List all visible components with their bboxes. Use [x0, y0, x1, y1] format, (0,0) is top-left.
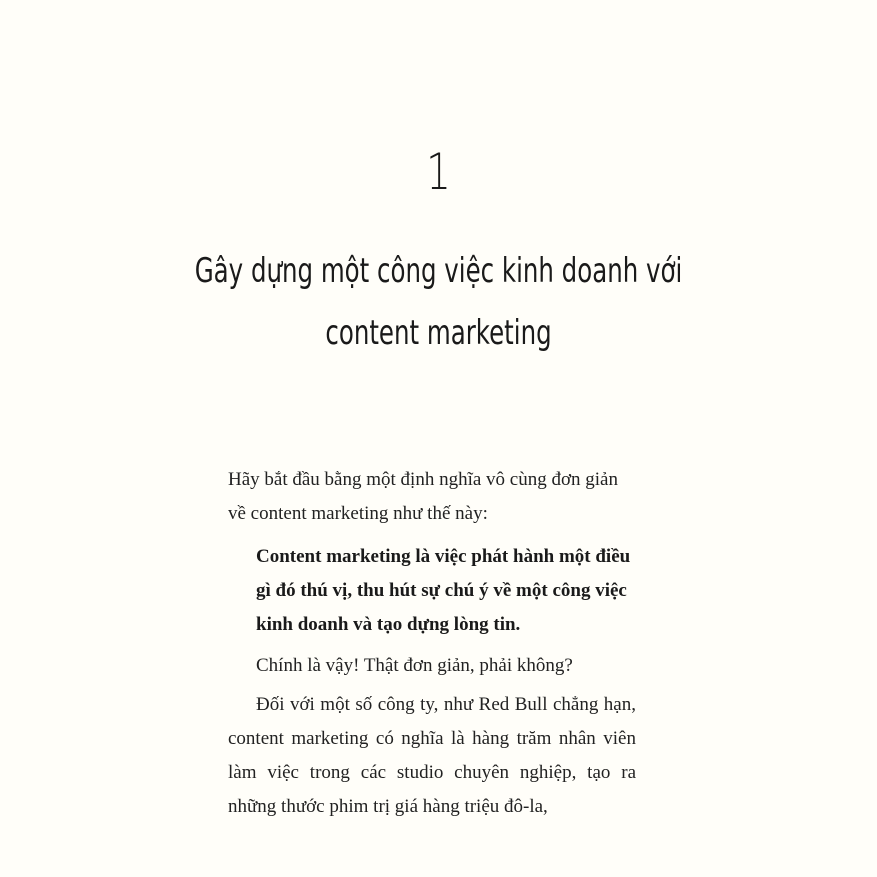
chapter-title-line-2: content marketing — [325, 313, 552, 353]
question-line: Chính là vậy! Thật đơn giản, phải không? — [256, 655, 573, 676]
intro-paragraph — [228, 463, 636, 531]
chapter-title — [0, 240, 877, 364]
chapter-title-line-1: Gây dựng một công việc kinh doanh với — [194, 251, 683, 291]
definition-quote: Content marketing là việc phát hành một điều gì đó thú vị, thu hút sự chú ý về một công việc kinh doanh và tạo dựng lòng tin. — [256, 546, 631, 635]
body-paragraph: Đối với một số công ty, như Red Bull chẳng hạn, content marketing có nghĩa là hàng trăm nhân viên làm việc trong các studio chuyên nghiệp, tạo ra những thước phim trị giá hàng triệu đô-la, — [228, 694, 636, 817]
chapter-number: 1 — [426, 143, 451, 201]
intro-text: Hãy bắt đầu bằng một định nghĩa vô cùng đơn giản về content marketing như thế này: — [228, 469, 618, 524]
